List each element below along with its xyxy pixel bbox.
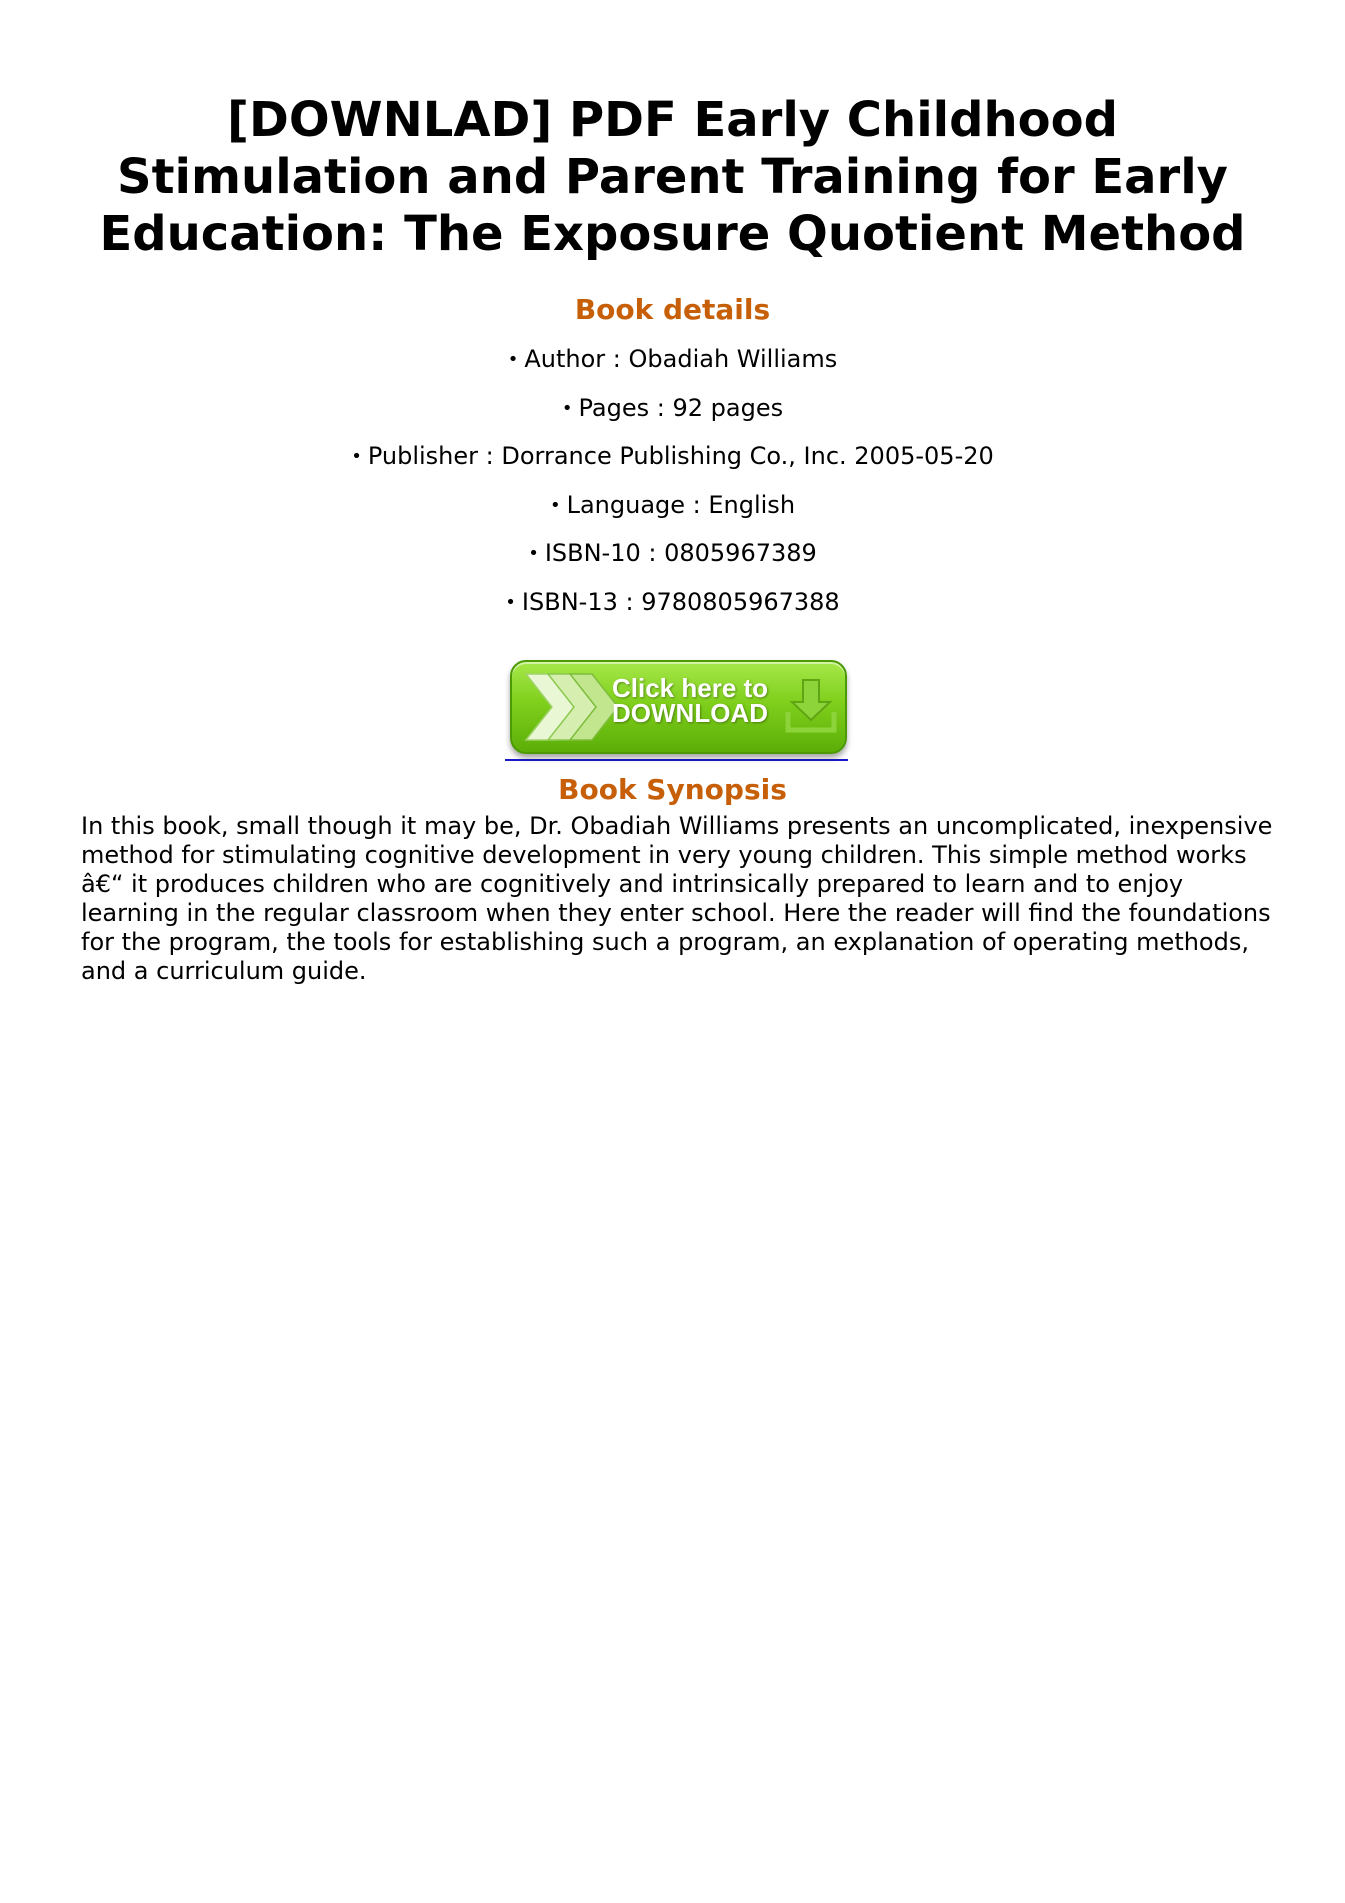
- detail-isbn10: [0, 538, 1345, 587]
- chevron-arrows-icon: [522, 670, 622, 744]
- download-line-2: DOWNLOAD: [612, 698, 768, 728]
- bullet: •: [528, 543, 539, 564]
- download-button[interactable]: [510, 660, 847, 754]
- detail-text: Language : English: [566, 490, 796, 519]
- synopsis-text: In this book, small though it may be, Dr. Obadiah Williams presents an uncomplicated, inexpensive method for stimulating cognitive development in very young children. This simple method works â€“ it produces children who are cognitively and intrinsically prepared to learn and to enjoy learning in the regular classroom when they enter school. Here the reader will find the foundations for the program, the tools for establishing such a program, an explanation of operating methods, and a curriculum guide.: [81, 812, 1273, 985]
- detail-text: Author : Obadiah Williams: [524, 345, 838, 373]
- detail-publisher: [0, 441, 1345, 490]
- download-arrow-icon: [784, 676, 838, 736]
- bullet: •: [549, 494, 561, 516]
- detail-text: ISBN-13 : 9780805967388: [521, 587, 840, 616]
- detail-language: [0, 490, 1345, 539]
- detail-author: [0, 344, 1345, 393]
- detail-text: ISBN-10 : 0805967389: [544, 539, 817, 567]
- detail-text: Publisher : Dorrance Publishing Co., Inc. 2005-05-20: [367, 442, 994, 470]
- title-line: Stimulation and Parent Training for Early: [117, 149, 1228, 205]
- download-button-label: [612, 673, 787, 728]
- bullet: •: [351, 446, 362, 467]
- download-line-1: Click here to: [612, 673, 769, 703]
- bullet: •: [507, 349, 519, 370]
- detail-text: Pages : 92 pages: [578, 393, 784, 422]
- document-title: [60, 92, 1285, 263]
- detail-pages: [0, 393, 1345, 442]
- bullet: •: [561, 397, 573, 419]
- book-details-list: [0, 344, 1345, 635]
- title-line: Education: The Exposure Quotient Method: [99, 206, 1246, 262]
- book-synopsis-heading: Book Synopsis: [558, 773, 787, 806]
- title-line: [DOWNLAD] PDF Early Childhood: [227, 92, 1118, 148]
- detail-isbn13: [0, 587, 1345, 636]
- download-link[interactable]: [505, 655, 848, 761]
- book-details-heading: Book details: [574, 293, 771, 326]
- bullet: •: [505, 591, 516, 613]
